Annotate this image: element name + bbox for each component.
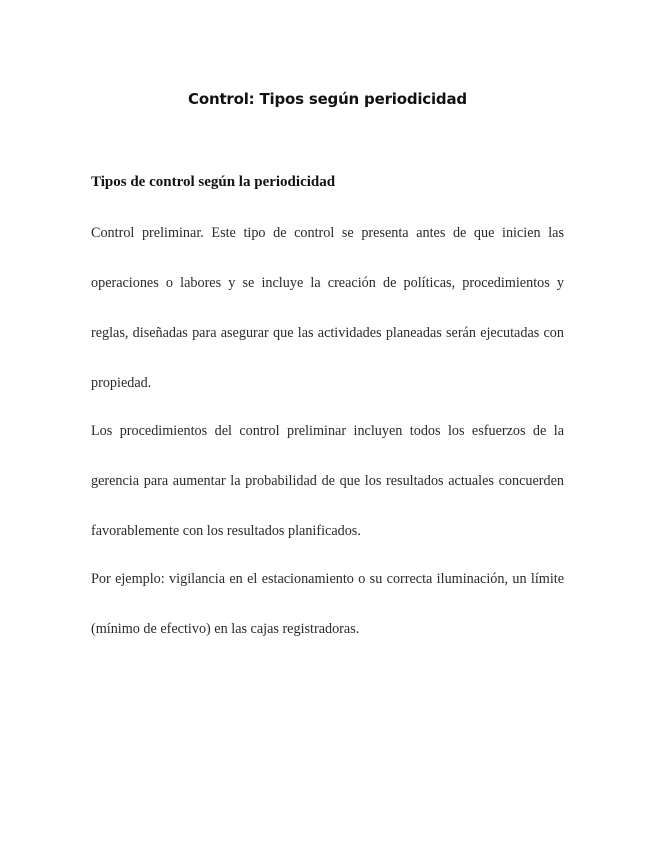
paragraph-procedures: Los procedimientos del control preliminar incluyen todos los esfuerzos de la gerencia para aumentar la probabilidad de que los resultados actuales concuerden favorablemente con los resultados planificados. — [91, 423, 564, 539]
paragraph-example: Por ejemplo: vigilancia en el estacionamiento o su correcta iluminación, un límite (mínimo de efectivo) en las cajas registradoras. — [91, 571, 564, 637]
document-body — [91, 172, 564, 666]
section-heading: Tipos de control según la periodicidad — [91, 174, 336, 190]
page-title: Control: Tipos según periodicidad — [188, 90, 467, 108]
paragraph-preliminary-control: Control preliminar. Este tipo de control se presenta antes de que inicien las operaciones o labores y se incluye la creación de políticas, procedimientos y reglas, diseñadas para asegurar que las actividades planeadas serán ejecutadas con propiedad. — [91, 225, 564, 391]
